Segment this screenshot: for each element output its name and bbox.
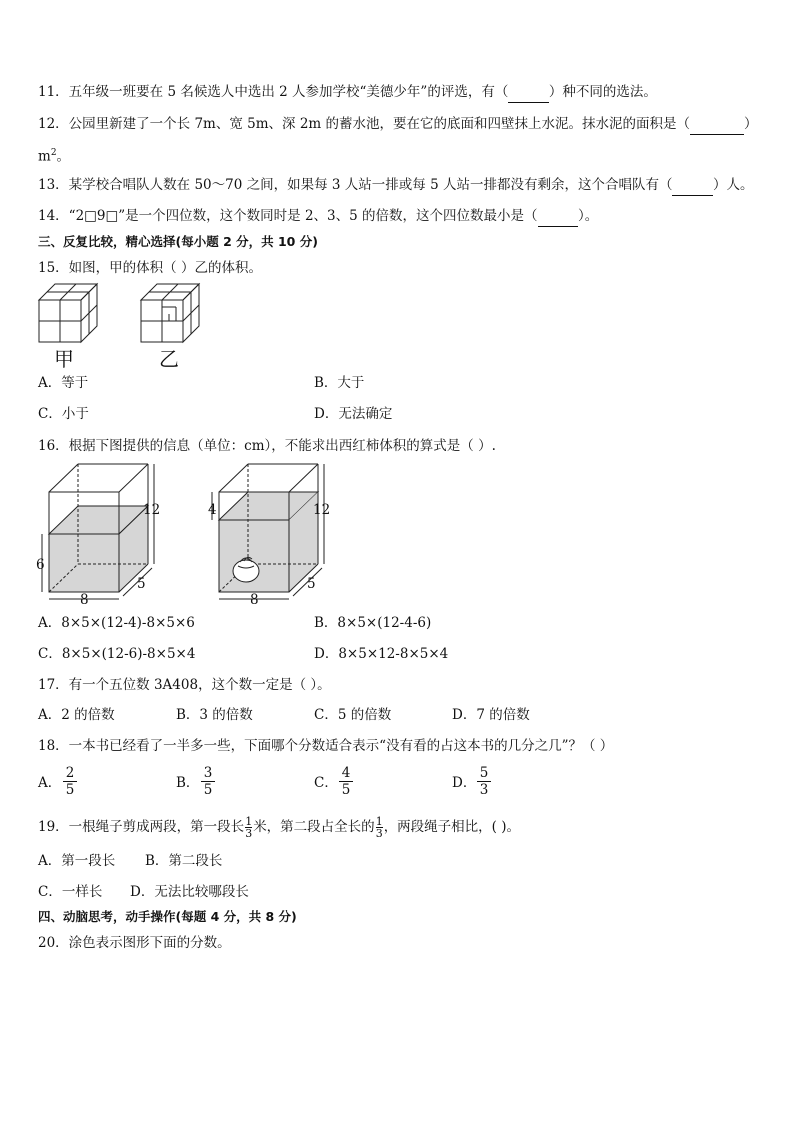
q19-option-c[interactable]: C．一样长	[38, 884, 103, 900]
section-4-heading: 四、动脑思考，动手操作(每题 4 分，共 8 分)	[38, 909, 297, 924]
q19-option-d[interactable]: D．无法比较哪段长	[130, 884, 249, 900]
label-yi: 乙	[159, 347, 179, 371]
fig1-width-label: 5	[137, 576, 146, 592]
q18-option-b-fraction: $\frac{3}{5}$	[201, 765, 215, 798]
fig2-length-label: 8	[250, 592, 259, 608]
question-19-stem: 19．一根绳子剪成两段，第一段长 $\frac{1}{3}$ 米，第二段占全长的 $\frac{1}{3}$ ，两段绳子相比，( )。	[38, 815, 521, 840]
q19-option-b[interactable]: B．第二段长	[145, 853, 223, 869]
question-18-stem: 18．一本书已经看了一半多一些，下面哪个分数适合表示“没有看的占这本书的几分之几”？（ ）	[38, 738, 614, 754]
q17-option-d[interactable]: D．7 的倍数	[452, 707, 530, 723]
q16-option-b[interactable]: B．8×5×(12-4-6)	[314, 615, 432, 631]
question-11: 11．五年级一班要在 5 名候选人中选出 2 人参加学校“美德少年”的评选，有（ ）种不同的选法。	[38, 82, 657, 103]
fig2-gap-label: 4	[208, 502, 217, 518]
fig1-height-label: 12	[143, 502, 161, 518]
fig1-water-label: 6	[36, 557, 45, 573]
q19-fraction-1: $\frac{1}{3}$	[245, 815, 253, 840]
q18-option-d-fraction: $\frac{5}{3}$	[477, 765, 491, 798]
q15-option-b[interactable]: B．大于	[314, 375, 365, 391]
question-12-unit: $m^2$。	[38, 148, 71, 165]
question-16-stem: 16．根据下图提供的信息（单位：cm），不能求出西红柿体积的算式是（ ）.	[38, 438, 496, 454]
section-3-heading: 三、反复比较，精心选择(每小题 2 分，共 10 分)	[38, 234, 318, 249]
q19-fraction-2: $\frac{1}{3}$	[375, 815, 383, 840]
q15-option-c[interactable]: C．小于	[38, 406, 89, 422]
q15-option-d[interactable]: D．无法确定	[314, 406, 393, 422]
q18-option-a[interactable]: A．	[38, 775, 62, 791]
question-14: 14．“2□9□”是一个四位数，这个数同时是 2、3、5 的倍数，这个四位数最小是（ ）。	[38, 206, 598, 227]
q16-option-a[interactable]: A．8×5×(12-4)-8×5×6	[38, 615, 195, 631]
answer-blank[interactable]	[508, 82, 549, 103]
answer-blank[interactable]	[538, 206, 579, 227]
q18-option-a-fraction: $\frac{2}{5}$	[63, 765, 77, 798]
q17-option-a[interactable]: A．2 的倍数	[38, 707, 115, 723]
q16-option-c[interactable]: C．8×5×(12-6)-8×5×4	[38, 646, 196, 662]
q17-option-c[interactable]: C．5 的倍数	[314, 707, 392, 723]
fig2-height-label: 12	[313, 502, 331, 518]
fig2-width-label: 5	[307, 576, 316, 592]
answer-blank[interactable]	[672, 175, 713, 196]
q18-option-c[interactable]: C．	[314, 775, 338, 791]
question-15-stem: 15．如图，甲的体积（ ）乙的体积。	[38, 260, 262, 276]
q18-option-b[interactable]: B．	[176, 775, 200, 791]
question-17-stem: 17．有一个五位数 3A408，这个数一定是（ ）。	[38, 677, 331, 693]
q18-option-c-fraction: $\frac{4}{5}$	[339, 765, 353, 798]
q17-option-b[interactable]: B．3 的倍数	[176, 707, 253, 723]
answer-blank[interactable]	[690, 114, 744, 135]
question-20-stem: 20．涂色表示图形下面的分数。	[38, 935, 231, 951]
question-13: 13．某学校合唱队人数在 50～70 之间，如果每 3 人站一排或每 5 人站一排都没有剩余，这个合唱队有（ ）人。	[38, 175, 753, 196]
q16-option-d[interactable]: D．8×5×12-8×5×4	[314, 646, 449, 662]
label-jia: 甲	[54, 347, 74, 371]
question-12: 12．公园里新建了一个长 7m、宽 5m、深 2m 的蓄水池，要在它的底面和四壁抹上水泥。抹水泥的面积是（ ）	[38, 114, 758, 135]
q19-option-a[interactable]: A．第一段长	[38, 853, 116, 869]
fig1-length-label: 8	[80, 592, 89, 608]
q15-option-a[interactable]: A．等于	[38, 375, 89, 391]
q18-option-d[interactable]: D．	[452, 775, 477, 791]
